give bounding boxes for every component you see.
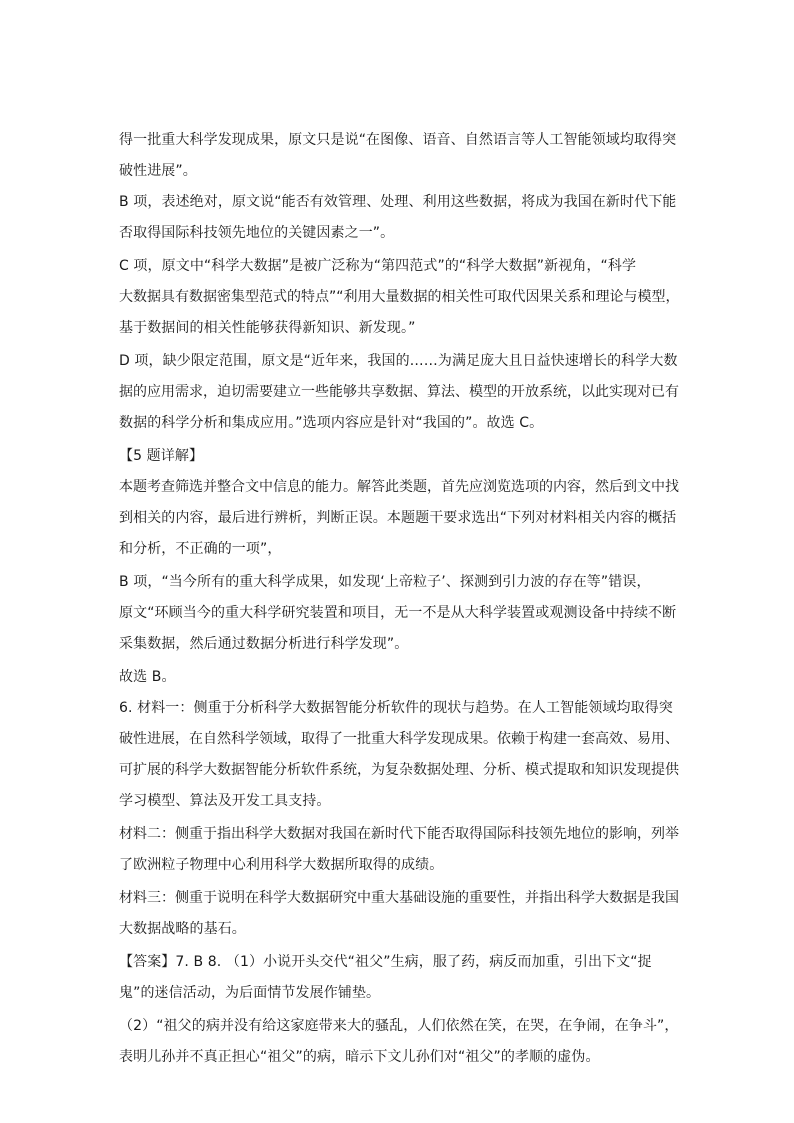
text-line: 据的应用需求，迫切需要建立一些能够共享数据、算法、模型的开放系统，以此实现对已有 bbox=[119, 384, 679, 400]
text-line: D 项，缺少限定范围，原文是“近年来，我国的……为满足庞大且日益快速增长的科学大数 bbox=[119, 353, 678, 369]
text-line: 得一批重大科学发现成果，原文只是说“在图像、语音、自然语言等人工智能领域均取得突 bbox=[119, 132, 677, 148]
text-line: 和分析，不正确的一项”， bbox=[119, 541, 282, 557]
text-line: 原文“环顾当今的重大科学研究装置和项目，无一不是从大科学装置或观测设备中持续不断 bbox=[119, 605, 677, 621]
text-line: 破性进展，在自然科学领域，取得了一批重大科学发现成果。依赖于构建一套高效、易用、 bbox=[119, 731, 679, 747]
text-line: 采集数据，然后通过数据分析进行科学发现”。 bbox=[119, 636, 409, 652]
text-line: 学习模型、算法及开发工具支持。 bbox=[119, 793, 331, 809]
text-line: 数据的科学分析和集成应用。”选项内容应是针对“我国的”。故选 C。 bbox=[119, 415, 544, 431]
text-line: 故选 B。 bbox=[119, 669, 176, 685]
text-line: （2）“祖父的病并没有给这家庭带来大的骚乱，人们依然在笑，在哭，在争闹，在争斗”， bbox=[119, 1018, 679, 1034]
text-line: 否取得国际科技领先地位的关键因素之一”。 bbox=[119, 225, 395, 241]
answer-line: 【答案】7. B 8. （1）小说开头交代“祖父”生病，服了药，病反而加重，引出下文“捉 bbox=[119, 954, 652, 970]
text-line: 材料三：侧重于说明在科学大数据研究中重大基础设施的重要性，并指出科学大数据是我国 bbox=[119, 890, 679, 906]
text-line: 鬼”的迷信活动，为后面情节发展作铺垫。 bbox=[119, 985, 381, 1001]
text-line: 6. 材料一：侧重于分析科学大数据智能分析软件的现状与趋势。在人工智能领域均取得突 bbox=[119, 700, 673, 716]
text-line: B 项，“当今所有的重大科学成果，如发现‘上帝粒子’、探测到引力波的存在等”错误， bbox=[119, 574, 651, 590]
text-line: B 项，表述绝对，原文说“能否有效管理、处理、利用这些数据，将成为我国在新时代下能 bbox=[119, 194, 677, 210]
text-line: 到相关的内容，最后进行辨析，判断正误。本题题干要求选出“下列对材料相关内容的概括 bbox=[119, 510, 677, 526]
text-line: 基于数据间的相关性能够获得新知识、新发现。” bbox=[119, 320, 416, 336]
text-line: 大数据具有数据密集型范式的特点”“利用大量数据的相关性可取代因果关系和理论与模型， bbox=[119, 289, 680, 305]
text-line: 材料二：侧重于指出科学大数据对我国在新时代下能否取得国际科技领先地位的影响，列举 bbox=[119, 826, 679, 842]
text-line: 表明儿孙并不真正担心“祖父”的病，暗示下文儿孙们对“祖父”的孝顺的虚伪。 bbox=[119, 1049, 600, 1065]
text-line: 了欧洲粒子物理中心利用科学大数据所取得的成绩。 bbox=[119, 857, 444, 873]
text-line: 破性进展”。 bbox=[119, 163, 197, 179]
section-heading: 【5 题详解】 bbox=[119, 448, 204, 464]
text-line: 大数据战略的基石。 bbox=[119, 921, 246, 937]
text-line: C 项，原文中“科学大数据”是被广泛称为“第四范式”的“科学大数据”新视角，“科学 bbox=[119, 258, 637, 274]
text-line: 可扩展的科学大数据智能分析软件系统，为复杂数据处理、分析、模式提取和知识发现提供 bbox=[119, 762, 679, 778]
text-line: 本题考查筛选并整合文中信息的能力。解答此类题，首先应浏览选项的内容，然后到文中找 bbox=[119, 479, 679, 495]
